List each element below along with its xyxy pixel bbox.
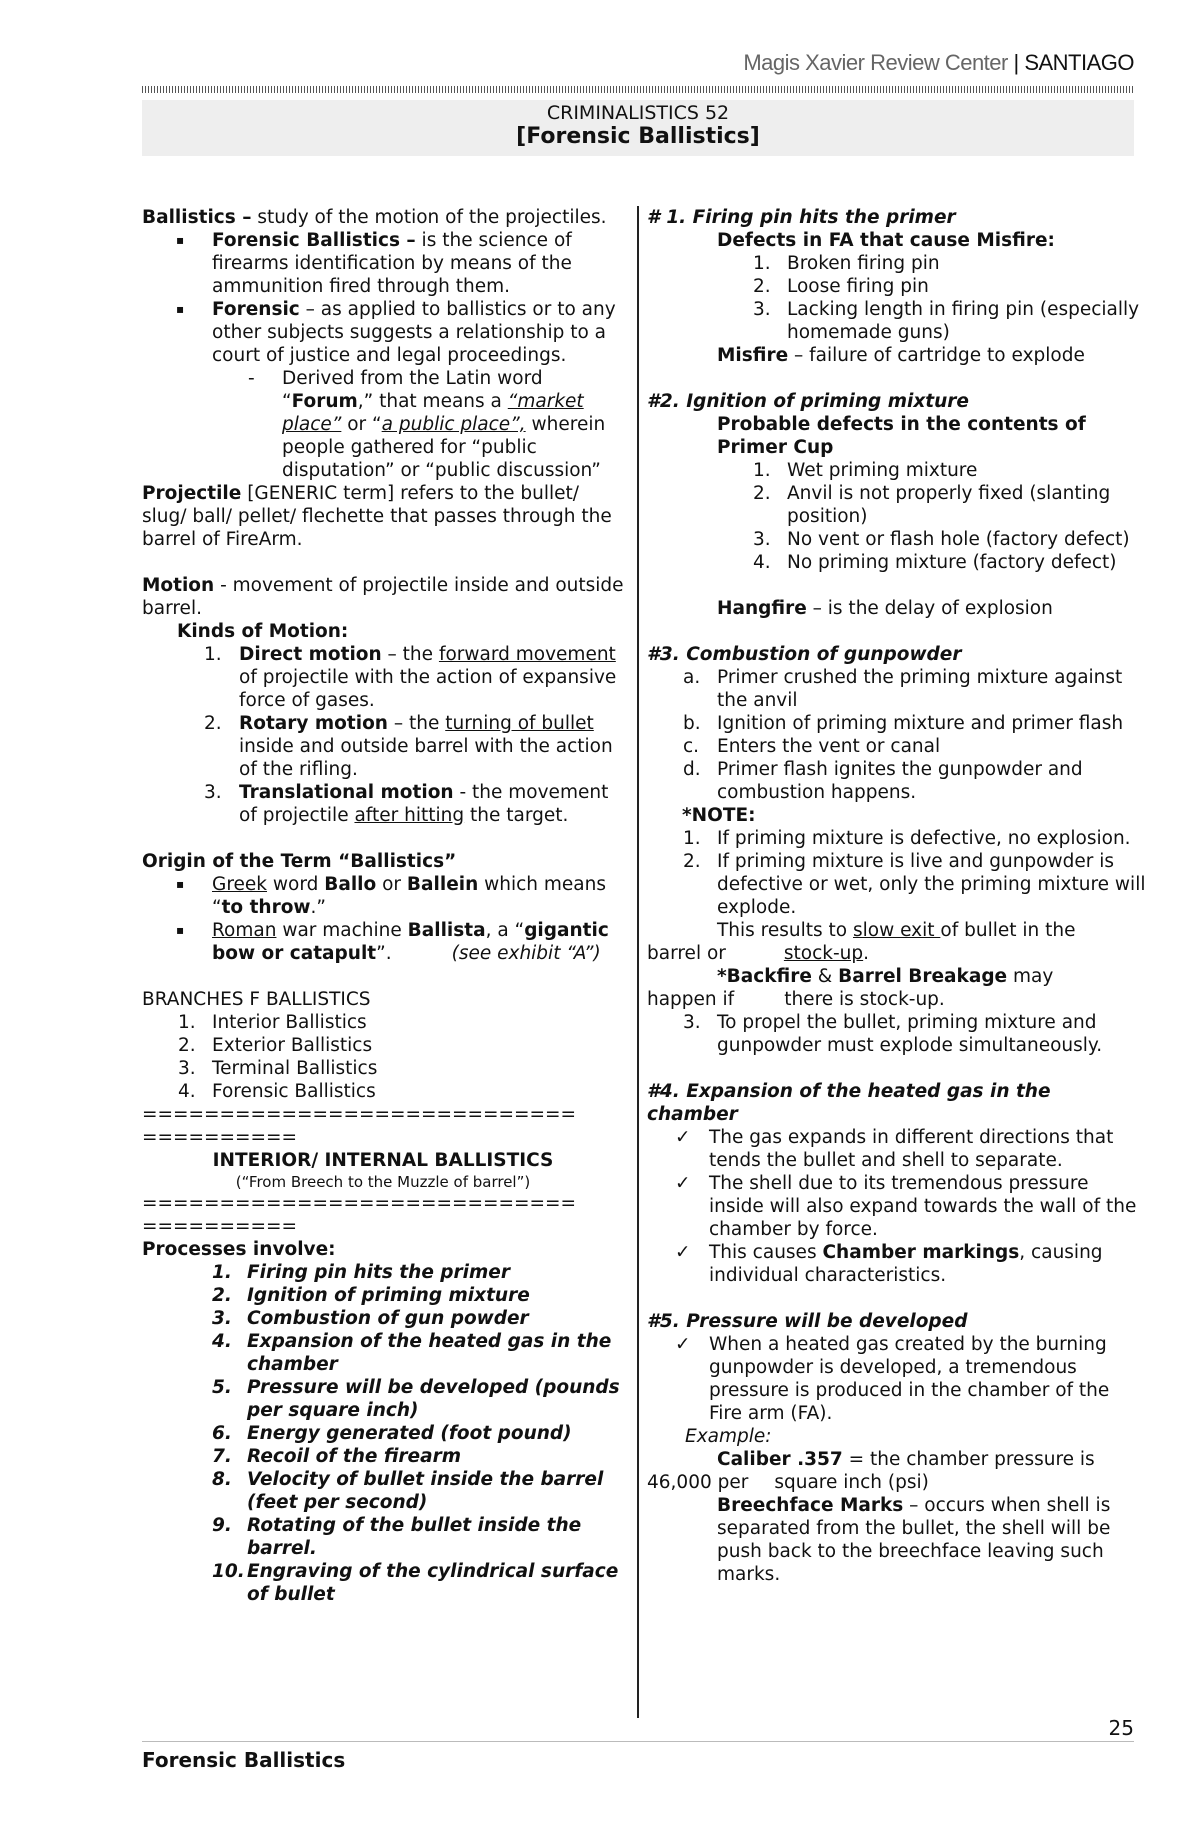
list-number: 2. [753,483,771,504]
list-item [647,1172,1147,1241]
list-letter: b. [683,713,701,734]
term: Breechface Marks [717,1495,904,1516]
dash-icon: - [248,368,255,389]
text: gigantic bow or catapult [212,920,609,964]
text: of bullet in the [940,920,1076,941]
header-rule [142,86,1134,93]
term: Caliber .357 [717,1449,843,1470]
list-number: 3. [204,782,222,803]
list-item [142,1422,624,1445]
bullet-icon: ▪ [176,923,185,937]
term: Barrel Breakage [838,966,1008,987]
list-number: 4. [178,1081,196,1102]
list-item [142,1560,624,1606]
list-number: 7. [212,1446,232,1467]
text: happen if [647,989,735,1010]
text: – the [387,713,446,734]
header-branch: SANTIAGO [1024,50,1134,75]
list-number: 1. [683,828,701,849]
list-item [142,919,624,965]
note-text [647,988,1147,1011]
text: Pressure will be developed (pounds per square inch) [247,1377,620,1421]
text: Ballista [407,920,486,941]
text: Lacking length in firing pin (especially homemade guns) [787,299,1140,343]
list-item [647,850,1147,919]
section-heading: #5. Pressure will be developed [647,1311,968,1332]
term: Projectile [142,483,242,504]
text: “market place” [282,391,584,435]
section-heading: #4. Expansion of the heated gas in the chamber [647,1081,1051,1125]
text: may [1007,966,1054,987]
separator-line: ============================ [142,1193,577,1214]
list-number: 2. [753,276,771,297]
term: Rotary motion [239,713,388,734]
list-item [647,827,1147,850]
text: forward movement [438,644,616,665]
check-icon: ✓ [675,1242,691,1263]
list-number: 10. [212,1561,245,1582]
bullet-icon: ▪ [176,233,185,247]
footer-rule [142,1741,1134,1742]
text: there is stock-up. [784,989,945,1010]
term: Chamber markings [822,1242,1020,1263]
page-number: 25 [1108,1716,1134,1740]
list-number: 2. [683,851,701,872]
text: Terminal Ballistics [212,1058,378,1079]
list-item [647,1241,1147,1287]
list-letter: c. [683,736,700,757]
list-item [142,781,624,827]
list-number: 3. [753,529,771,550]
list-item [647,459,1147,482]
check-icon: ✓ [675,1334,691,1355]
text: Forensic Ballistics [212,1081,376,1102]
list-item [647,528,1147,551]
text: This results to [717,920,853,941]
list-item [142,1080,624,1103]
list-item [647,1333,1147,1425]
text: , a “ [485,920,525,941]
text: Roman [212,920,277,941]
list-item [142,1261,624,1284]
text: Derived from the Latin word “ [282,368,543,412]
text: Expansion of the heated gas in the chamber [247,1331,612,1375]
list-number: 3. [212,1308,232,1329]
separator-line: ========== [142,1216,298,1237]
bullet-icon: ▪ [176,302,185,316]
list-item [142,1468,624,1514]
list-letter: d. [683,759,701,780]
spacer [647,1287,1147,1310]
text: Energy generated (foot pound) [247,1423,572,1444]
list-item [647,482,1147,528]
definition: – as applied to ballistics or to any other subjects suggests a relationship to a court of justice and legal proceedings. [212,299,616,366]
list-item [142,1514,624,1560]
psi-line [647,1471,1147,1494]
center-name: Magis Xavier Review Center [743,50,1008,75]
text: or [376,874,407,895]
spacer [142,551,624,574]
left-column [142,206,624,1606]
text: Engraving of the cylindrical surface of bullet [247,1561,619,1605]
text: Rotating of the bullet inside the barrel. [247,1515,582,1559]
spacer [647,620,1147,643]
text: Velocity of bullet inside the barrel (feet per second) [247,1469,604,1513]
list-item [142,1307,624,1330]
text: Primer crushed the priming mixture against the anvil [717,667,1123,711]
bullet-icon: ▪ [176,877,185,891]
term: *Backfire [717,966,812,987]
text: or “ [341,414,382,435]
text: This causes [709,1242,823,1263]
list-item [142,1284,624,1307]
list-number: 9. [212,1515,232,1536]
list-item [142,229,624,298]
footer-title: Forensic Ballistics [142,1748,346,1772]
list-number: 4. [753,552,771,573]
note-heading: *NOTE: [682,805,756,826]
ballistics-definition [142,206,624,229]
spacer [647,367,1147,390]
note-text [647,942,1147,965]
text: & [811,966,839,987]
text: Primer flash ignites the gunpowder and combustion happens. [717,759,1083,803]
list-number: 1. [753,253,771,274]
text: barrel or [647,943,726,964]
text: Ignition of priming mixture and primer flash [717,713,1124,734]
separator-line: ========== [142,1127,298,1148]
text: square inch (psi) [774,1472,929,1493]
text: 46,000 per [647,1472,749,1493]
text: Ballo [324,874,377,895]
text: .” [310,897,326,918]
definition: – is the delay of explosion [806,598,1053,619]
list-number: 3. [683,1012,701,1033]
term: Motion [142,575,215,596]
breechface-definition [647,1494,1147,1586]
term: Ballistics – [142,207,252,228]
right-column [647,206,1147,1586]
list-number: 1. [178,1012,196,1033]
definition: = the chamber pressure is [842,1449,1095,1470]
text: of projectile with the action of expansive force of gases. [239,667,617,711]
list-item [647,275,1147,298]
interior-heading: INTERIOR/ INTERNAL BALLISTICS [212,1150,554,1171]
section-heading: #3. Combustion of gunpowder [647,644,962,665]
list-item [647,666,1147,712]
list-item [647,758,1147,804]
text: Recoil of the firearm [247,1446,461,1467]
topic-title: [Forensic Ballistics] [516,124,760,149]
text: ,” that means a [357,391,508,412]
origin-heading: Origin of the Term “Ballistics” [142,851,457,872]
list-item [647,735,1147,758]
list-number: 2. [212,1285,232,1306]
text: No priming mixture (factory defect) [787,552,1117,573]
text: If priming mixture is live and gunpowder is defective or wet, only the priming mixture will explode. [717,851,1146,918]
list-number: 5. [212,1377,232,1398]
example-label: Example: [685,1426,772,1447]
list-number: 4. [212,1331,232,1352]
text: The gas expands in different directions that tends the bullet and shell to separate. [709,1127,1114,1171]
list-item [647,1011,1147,1057]
text: inside and outside barrel with the action of the rifling. [239,736,613,780]
subheading: Probable defects in the contents of Primer Cup [717,414,1086,458]
text: (see exhibit “A”) [451,943,601,964]
list-letter: a. [683,667,701,688]
definition: - movement of projectile inside and outside barrel. [142,575,624,619]
text: Anvil is not properly fixed (slanting position) [787,483,1111,527]
check-icon: ✓ [675,1127,691,1148]
list-item [142,1011,624,1034]
text: slow exit [853,920,941,941]
text: . [863,943,870,964]
spacer [142,827,624,850]
definition: – failure of cartridge to explode [788,345,1085,366]
projectile-definition [142,482,624,551]
list-item [647,551,1147,574]
misfire-definition [647,344,1147,367]
course-title: CRIMINALISTICS 52 [546,102,730,124]
text: which means “ [212,874,607,918]
text: Forum [291,391,358,412]
text: , causing individual characteristics. [709,1242,1103,1286]
text: the target. [464,805,569,826]
text: - the movement of projectile [239,782,609,826]
spacer [142,965,624,988]
term: Misfire [717,345,789,366]
list-item [647,252,1147,275]
list-item [647,712,1147,735]
text: ”. [376,943,392,964]
note-text [647,965,1147,988]
term: Forensic Ballistics – [212,230,416,251]
list-item [142,1034,624,1057]
section-heading: # 1. Firing pin hits the primer [647,207,956,228]
kinds-heading: Kinds of Motion: [177,621,349,642]
list-number: 6. [212,1423,232,1444]
spacer [647,574,1147,597]
text: The shell due to its tremendous pressure inside will also expand towards the wall of the chamber by force. [709,1173,1137,1240]
term: Direct motion [239,644,382,665]
text: When a heated gas created by the burning gunpowder is developed, a tremendous pressure is produced in the chamber of the Fire arm (FA). [709,1334,1110,1424]
branches-heading: BRANCHES F BALLISTICS [142,989,371,1010]
processes-heading: Processes involve: [142,1239,336,1260]
list-item [647,1126,1147,1172]
list-item [142,643,624,712]
list-item [142,873,624,919]
caliber-line [647,1448,1147,1471]
text: Enters the vent or canal [717,736,941,757]
text: Combustion of gun powder [247,1308,529,1329]
list-item [647,298,1147,344]
text: Exterior Ballistics [212,1035,373,1056]
text: No vent or flash hole (factory defect) [787,529,1130,550]
subheading: Defects in FA that cause Misfire: [717,230,1055,251]
term: Forensic [212,299,300,320]
text: stock-up [783,943,864,964]
list-number: 3. [178,1058,196,1079]
list-number: 8. [212,1469,232,1490]
text: Loose firing pin [787,276,929,297]
spacer [647,1057,1147,1080]
text: after hitting [354,805,465,826]
header-center-name [743,50,1134,76]
list-number: 1. [753,460,771,481]
text: Ignition of priming mixture [247,1285,530,1306]
list-number: 1. [212,1262,232,1283]
list-item [142,712,624,781]
text: If priming mixture is defective, no explosion. [717,828,1131,849]
list-item [142,1330,624,1376]
text: Firing pin hits the primer [247,1262,510,1283]
text: turning of bullet [445,713,594,734]
text: war machine [276,920,408,941]
list-item [142,1376,624,1422]
text: – the [381,644,439,665]
term: Translational motion [239,782,454,803]
text: To propel the bullet, priming mixture and gunpowder must explode simultaneously. [717,1012,1103,1056]
check-icon: ✓ [675,1173,691,1194]
text: word [267,874,325,895]
motion-definition [142,574,624,620]
list-item [142,367,624,482]
list-item [142,1445,624,1468]
title-box [142,100,1134,156]
separator-line: ============================ [142,1104,577,1125]
definition: is the science of firearms identification by means of the ammunition fired through them. [212,230,572,297]
hangfire-definition [647,597,1147,620]
definition: study of the motion of the projectiles. [251,207,607,228]
text: Ballein [406,874,479,895]
interior-subtitle: (“From Breech to the Muzzle of barrel”) [235,1173,531,1191]
list-item [142,298,624,367]
list-number: 1. [204,644,222,665]
term: Hangfire [717,598,807,619]
definition: – occurs when shell is separated from the bullet, the shell will be push back to the breechface leaving such marks. [717,1495,1111,1585]
text: Greek [212,874,268,895]
list-item [142,1057,624,1080]
definition: [GENERIC term] refers to the bullet/ slug/ ball/ pellet/ flechette that passes through the barrel of FireArm. [142,483,612,550]
text: wherein people gathered for “public disputation” or “public discussion” [282,414,606,481]
text: to throw [221,897,311,918]
text: Broken firing pin [787,253,940,274]
text: a public place”, [381,414,526,435]
header-separator: | [1007,50,1025,75]
column-divider [637,206,639,1718]
text: Wet priming mixture [787,460,978,481]
list-number: 2. [178,1035,196,1056]
note-text [647,919,1147,942]
section-heading: #2. Ignition of priming mixture [647,391,969,412]
list-number: 2. [204,713,222,734]
list-number: 3. [753,299,771,320]
text: Interior Ballistics [212,1012,367,1033]
